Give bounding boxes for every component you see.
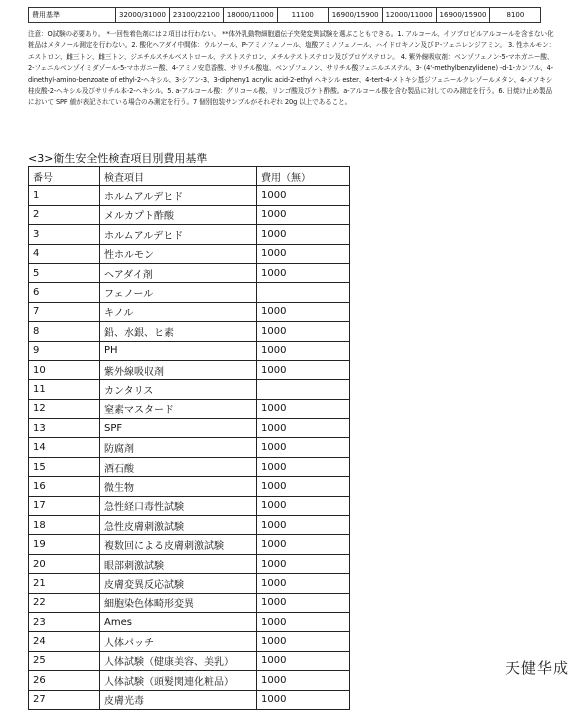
row-item: PH <box>100 341 257 360</box>
row-fee: 1000 <box>257 535 350 554</box>
table-row <box>29 496 350 515</box>
row-item: Ames <box>100 612 257 631</box>
row-fee: 1000 <box>257 612 350 631</box>
row-fee: 1000 <box>257 651 350 670</box>
row-number: 22 <box>29 593 100 612</box>
row-number: 4 <box>29 244 100 263</box>
table-row <box>29 263 350 282</box>
row-item: 人体パッチ <box>100 632 257 651</box>
row-number: 10 <box>29 360 100 379</box>
row-number: 25 <box>29 651 100 670</box>
row-number: 23 <box>29 612 100 631</box>
fee-standard-row <box>29 8 541 23</box>
row-number: 21 <box>29 574 100 593</box>
row-item: 急性経口毒性試験 <box>100 496 257 515</box>
row-number: 3 <box>29 225 100 244</box>
row-item: 細胞染色体畸形変異 <box>100 593 257 612</box>
table-row <box>29 516 350 535</box>
row-fee: 1000 <box>257 671 350 690</box>
fee-standard-label: 費用基準 <box>29 8 116 23</box>
row-fee: 1000 <box>257 263 350 282</box>
table-row <box>29 283 350 302</box>
row-fee: 1000 <box>257 632 350 651</box>
row-item: SPF <box>100 419 257 438</box>
table-row <box>29 690 350 709</box>
row-item: 防腐剤 <box>100 438 257 457</box>
table-row <box>29 380 350 399</box>
table-row <box>29 302 350 321</box>
row-number: 8 <box>29 322 100 341</box>
fee-standard-value: 18000/11000 <box>223 8 277 23</box>
row-number: 2 <box>29 205 100 224</box>
header-fee: 費用（無） <box>257 167 350 186</box>
row-fee: 1000 <box>257 205 350 224</box>
table-row <box>29 438 350 457</box>
table-row <box>29 244 350 263</box>
fee-standard-value: 23100/22100 <box>169 8 223 23</box>
table-row <box>29 574 350 593</box>
row-number: 6 <box>29 283 100 302</box>
header-number: 番号 <box>29 167 100 186</box>
row-fee: 1000 <box>257 244 350 263</box>
row-item: ヘアダイ剤 <box>100 263 257 282</box>
row-number: 11 <box>29 380 100 399</box>
notes-paragraph: 注意：O試験の必要あり。 *一回性着色剤には２項目は行わない。 **体外乳動物細胞遺伝子突発変異試験を選ぶこともできる。1. アルコール、イソプロピルアルコールを含まない化粧品はメタノール測定を行わない。2. 酸化ヘアダイ中間体：ウルソール、P-アミノフェノール、塩酸アミノフェノール、ハイドロキノン及びＰ-フェニレンジアミン。 3. 性ホルモン：エストロン、雌三トン、雌三トン、ジエチルスチルベストロール、テストステロン、メチルテストステロン及びプロゲステロン。 4. 紫外線吸収剤：ベンゾフェノン-5-マホガニー酸、2-フェニルベンゾイミダゾール-5-マホガニー酸、4-アミノ安息香酸、サリチル酸塩、ベンゾフェノン、サリチル酸フェニルエステル、3- (4'-methylbenzylidene) -d-1-カンフル、4-dinethyl-amino-benzoate of ethyl-2-ヘキシル、3-シアン-3、3-dipheny1 acrylic acid-2-ethyl ヘキシル ester、4-tert-4-メトキシ基ジフェニールクレゾールメタン、4-メソキシ桂皮酸-2-ヘキシル及びサリチル本-2-ヘキシル。5. a-アルコール酸：グリコール酸、リンゴ酸及びケト酢酸。a-アルコール酸を含む製品に対してのみ測定を行う。6. 日焼け止め製品において SPF 値が表記されている場合のみ測定を行う。7 個別包装サンプルがそれぞれ 20g 以上であること。 <box>28 30 556 107</box>
row-number: 12 <box>29 399 100 418</box>
row-number: 26 <box>29 671 100 690</box>
row-item: 皮膚変異反応試験 <box>100 574 257 593</box>
row-item: キノル <box>100 302 257 321</box>
fee-standard-value: 11100 <box>277 8 328 23</box>
row-item: 急性皮膚刺激試験 <box>100 516 257 535</box>
row-item: 眼部刺激試験 <box>100 554 257 573</box>
row-number: 15 <box>29 457 100 476</box>
row-number: 19 <box>29 535 100 554</box>
table-row <box>29 399 350 418</box>
row-item: ホルムアルデヒド <box>100 225 257 244</box>
row-item: 紫外線吸収剤 <box>100 360 257 379</box>
row-fee: 1000 <box>257 322 350 341</box>
row-fee: 1000 <box>257 554 350 573</box>
row-number: 14 <box>29 438 100 457</box>
inspection-fee-table <box>28 166 350 710</box>
table-row <box>29 554 350 573</box>
table-row <box>29 341 350 360</box>
row-number: 17 <box>29 496 100 515</box>
fee-standard-value: 16900/15900 <box>328 8 382 23</box>
table-row <box>29 205 350 224</box>
row-number: 9 <box>29 341 100 360</box>
row-fee: 1000 <box>257 419 350 438</box>
table-row <box>29 671 350 690</box>
row-item: 性ホルモン <box>100 244 257 263</box>
row-item: 窒素マスタード <box>100 399 257 418</box>
row-fee <box>257 283 350 302</box>
row-number: 1 <box>29 186 100 205</box>
row-number: 20 <box>29 554 100 573</box>
row-number: 7 <box>29 302 100 321</box>
table-row <box>29 419 350 438</box>
row-item: 人体試験（頭髮関連化粧品） <box>100 671 257 690</box>
fee-standard-table <box>28 7 541 23</box>
table-body <box>29 186 350 710</box>
row-fee: 1000 <box>257 496 350 515</box>
row-fee: 1000 <box>257 341 350 360</box>
row-fee: 1000 <box>257 516 350 535</box>
fee-standard-value: 32000/31000 <box>116 8 170 23</box>
row-fee: 1000 <box>257 399 350 418</box>
table-row <box>29 477 350 496</box>
table-row <box>29 651 350 670</box>
row-number: 13 <box>29 419 100 438</box>
table-row <box>29 612 350 631</box>
row-fee: 1000 <box>257 186 350 205</box>
table-row <box>29 535 350 554</box>
row-item: メルカプト酢酸 <box>100 205 257 224</box>
header-item: 検査項目 <box>100 167 257 186</box>
row-fee: 1000 <box>257 574 350 593</box>
watermark: 天健华成 <box>504 659 569 677</box>
row-fee: 1000 <box>257 225 350 244</box>
row-number: 16 <box>29 477 100 496</box>
row-fee: 1000 <box>257 477 350 496</box>
table-row <box>29 360 350 379</box>
row-fee: 1000 <box>257 593 350 612</box>
table-header-row <box>29 167 350 186</box>
row-item: 人体試験（健康美容、美乳） <box>100 651 257 670</box>
row-number: 5 <box>29 263 100 282</box>
row-number: 18 <box>29 516 100 535</box>
row-item: 複数回による皮膚刺激試験 <box>100 535 257 554</box>
row-fee: 1000 <box>257 302 350 321</box>
row-fee: 1000 <box>257 690 350 709</box>
row-item: 鉛、水銀、ヒ素 <box>100 322 257 341</box>
table-row <box>29 632 350 651</box>
row-item: カンタリス <box>100 380 257 399</box>
row-number: 27 <box>29 690 100 709</box>
fee-standard-value: 16900/15900 <box>436 8 490 23</box>
row-item: 微生物 <box>100 477 257 496</box>
row-item: 皮膚光毒 <box>100 690 257 709</box>
table-row <box>29 593 350 612</box>
section-title: <3>衛生安全性検査項目別費用基準 <box>28 152 208 165</box>
row-item: フェノール <box>100 283 257 302</box>
row-fee: 1000 <box>257 360 350 379</box>
row-item: 酒石酸 <box>100 457 257 476</box>
table-row <box>29 225 350 244</box>
table-row <box>29 457 350 476</box>
row-number: 24 <box>29 632 100 651</box>
row-fee <box>257 380 350 399</box>
table-row <box>29 186 350 205</box>
row-fee: 1000 <box>257 438 350 457</box>
fee-standard-value: 8100 <box>490 8 541 23</box>
fee-standard-value: 12000/11000 <box>382 8 436 23</box>
table-row <box>29 322 350 341</box>
row-item: ホルムアルデヒド <box>100 186 257 205</box>
row-fee: 1000 <box>257 457 350 476</box>
